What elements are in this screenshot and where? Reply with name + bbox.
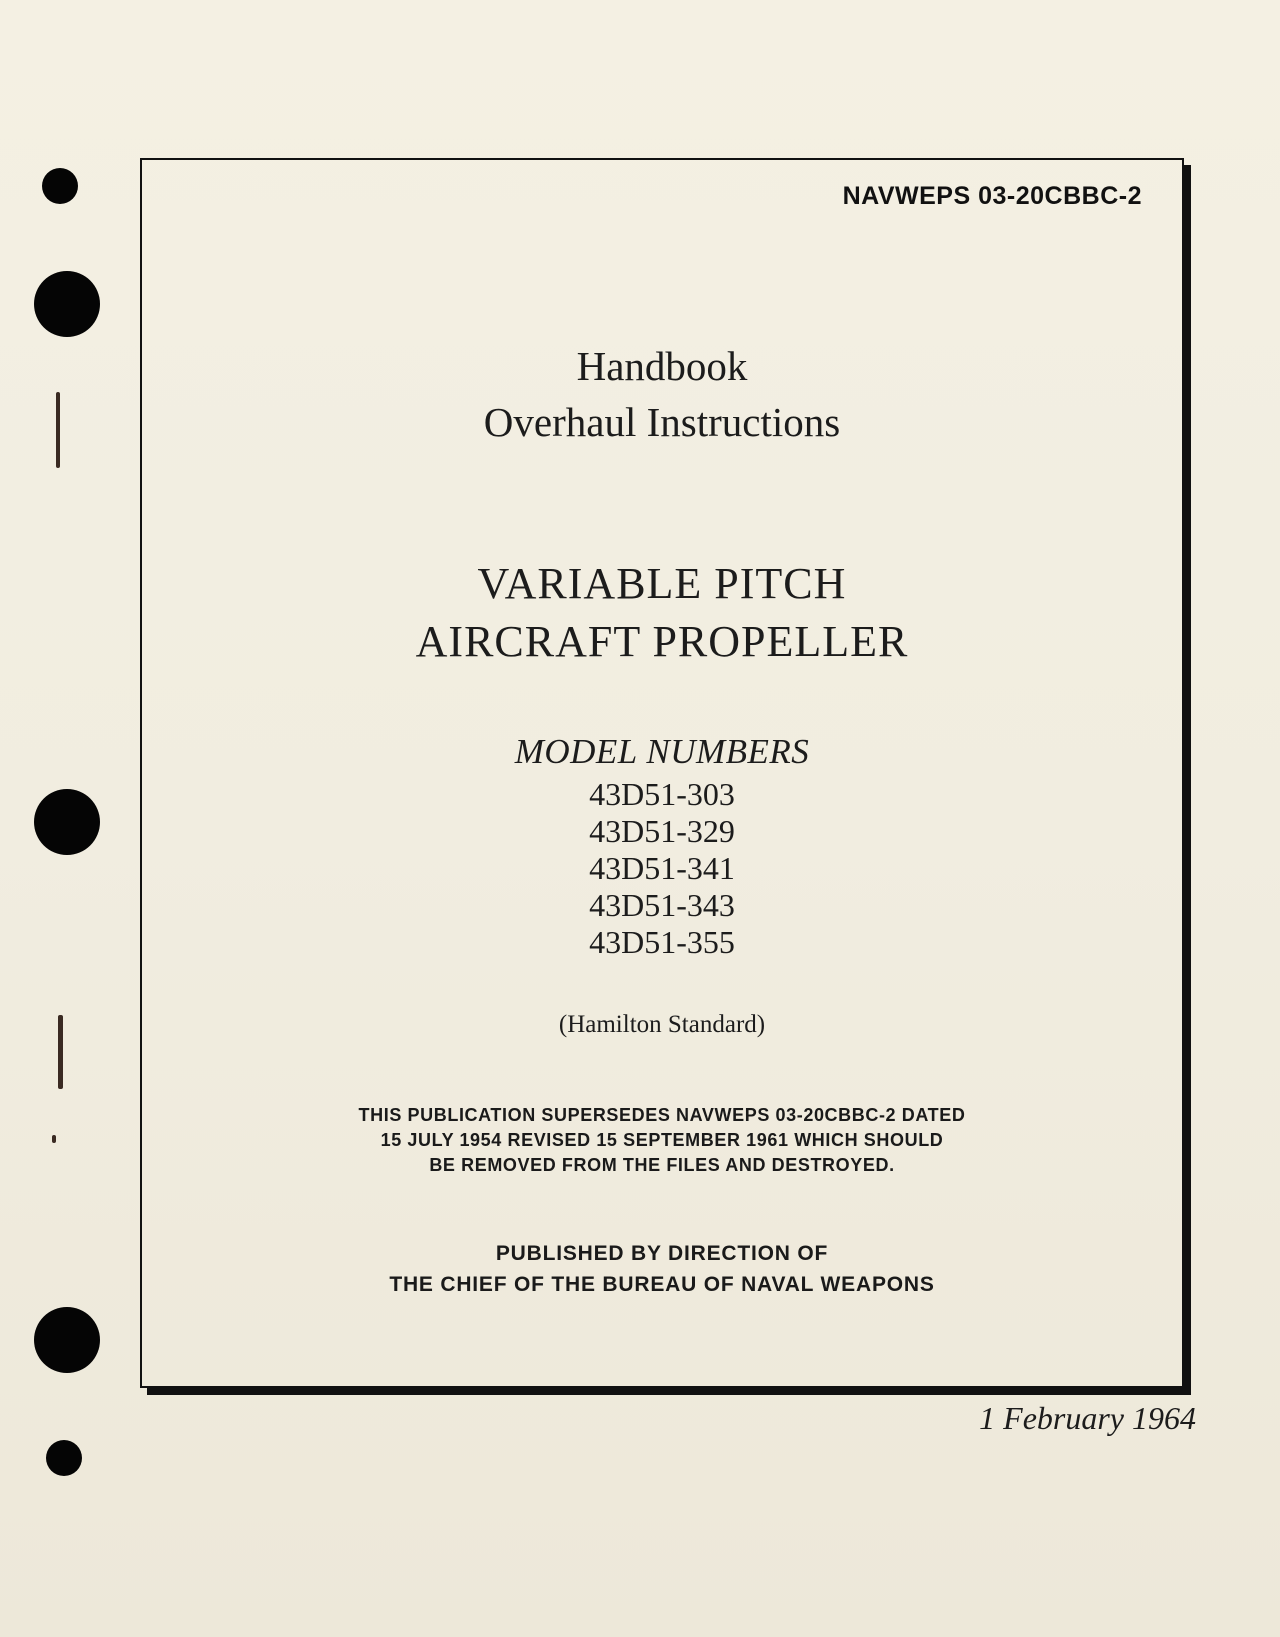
handbook-line: Handbook — [576, 343, 748, 389]
document-number: NAVWEPS 03-20CBBC-2 — [842, 182, 1142, 210]
model-number: 43D51-355 — [589, 924, 735, 960]
publication-date: 1 February 1964 — [979, 1400, 1196, 1436]
publication-authority — [142, 1238, 1182, 1300]
binder-hole-icon — [34, 1307, 100, 1373]
main-title-line: VARIABLE PITCH — [477, 559, 847, 608]
authority-line: PUBLISHED BY DIRECTION OF — [495, 1242, 829, 1265]
authority-line: THE CHIEF OF THE BUREAU OF NAVAL WEAPONS — [389, 1273, 935, 1296]
main-title-line: AIRCRAFT PROPELLER — [415, 617, 909, 666]
binder-hole-icon — [46, 1440, 82, 1476]
model-number: 43D51-343 — [589, 887, 735, 923]
model-number: 43D51-329 — [589, 813, 735, 849]
cover-panel — [140, 158, 1184, 1388]
binder-hole-icon — [42, 168, 78, 204]
model-numbers-heading: MODEL NUMBERS — [514, 732, 810, 771]
binder-edge-mark — [52, 1135, 56, 1143]
binder-edge-mark — [56, 392, 60, 468]
supersede-line: THIS PUBLICATION SUPERSEDES NAVWEPS 03-20CBBC-2 DATED — [358, 1105, 966, 1125]
model-number: 43D51-341 — [589, 850, 735, 886]
supersede-line: BE REMOVED FROM THE FILES AND DESTROYED. — [429, 1155, 895, 1175]
binder-hole-icon — [34, 789, 100, 855]
model-numbers-list — [142, 776, 1182, 961]
supersede-line: 15 JULY 1954 REVISED 15 SEPTEMBER 1961 WHICH SHOULD — [380, 1130, 944, 1150]
binder-hole-icon — [34, 271, 100, 337]
model-number: 43D51-303 — [589, 776, 735, 812]
handbook-title — [142, 338, 1182, 450]
binder-edge-mark — [58, 1015, 63, 1089]
handbook-subtitle: Overhaul Instructions — [483, 399, 841, 445]
manufacturer: (Hamilton Standard) — [558, 1011, 766, 1038]
supersede-notice — [142, 1103, 1182, 1178]
main-title — [142, 555, 1182, 671]
